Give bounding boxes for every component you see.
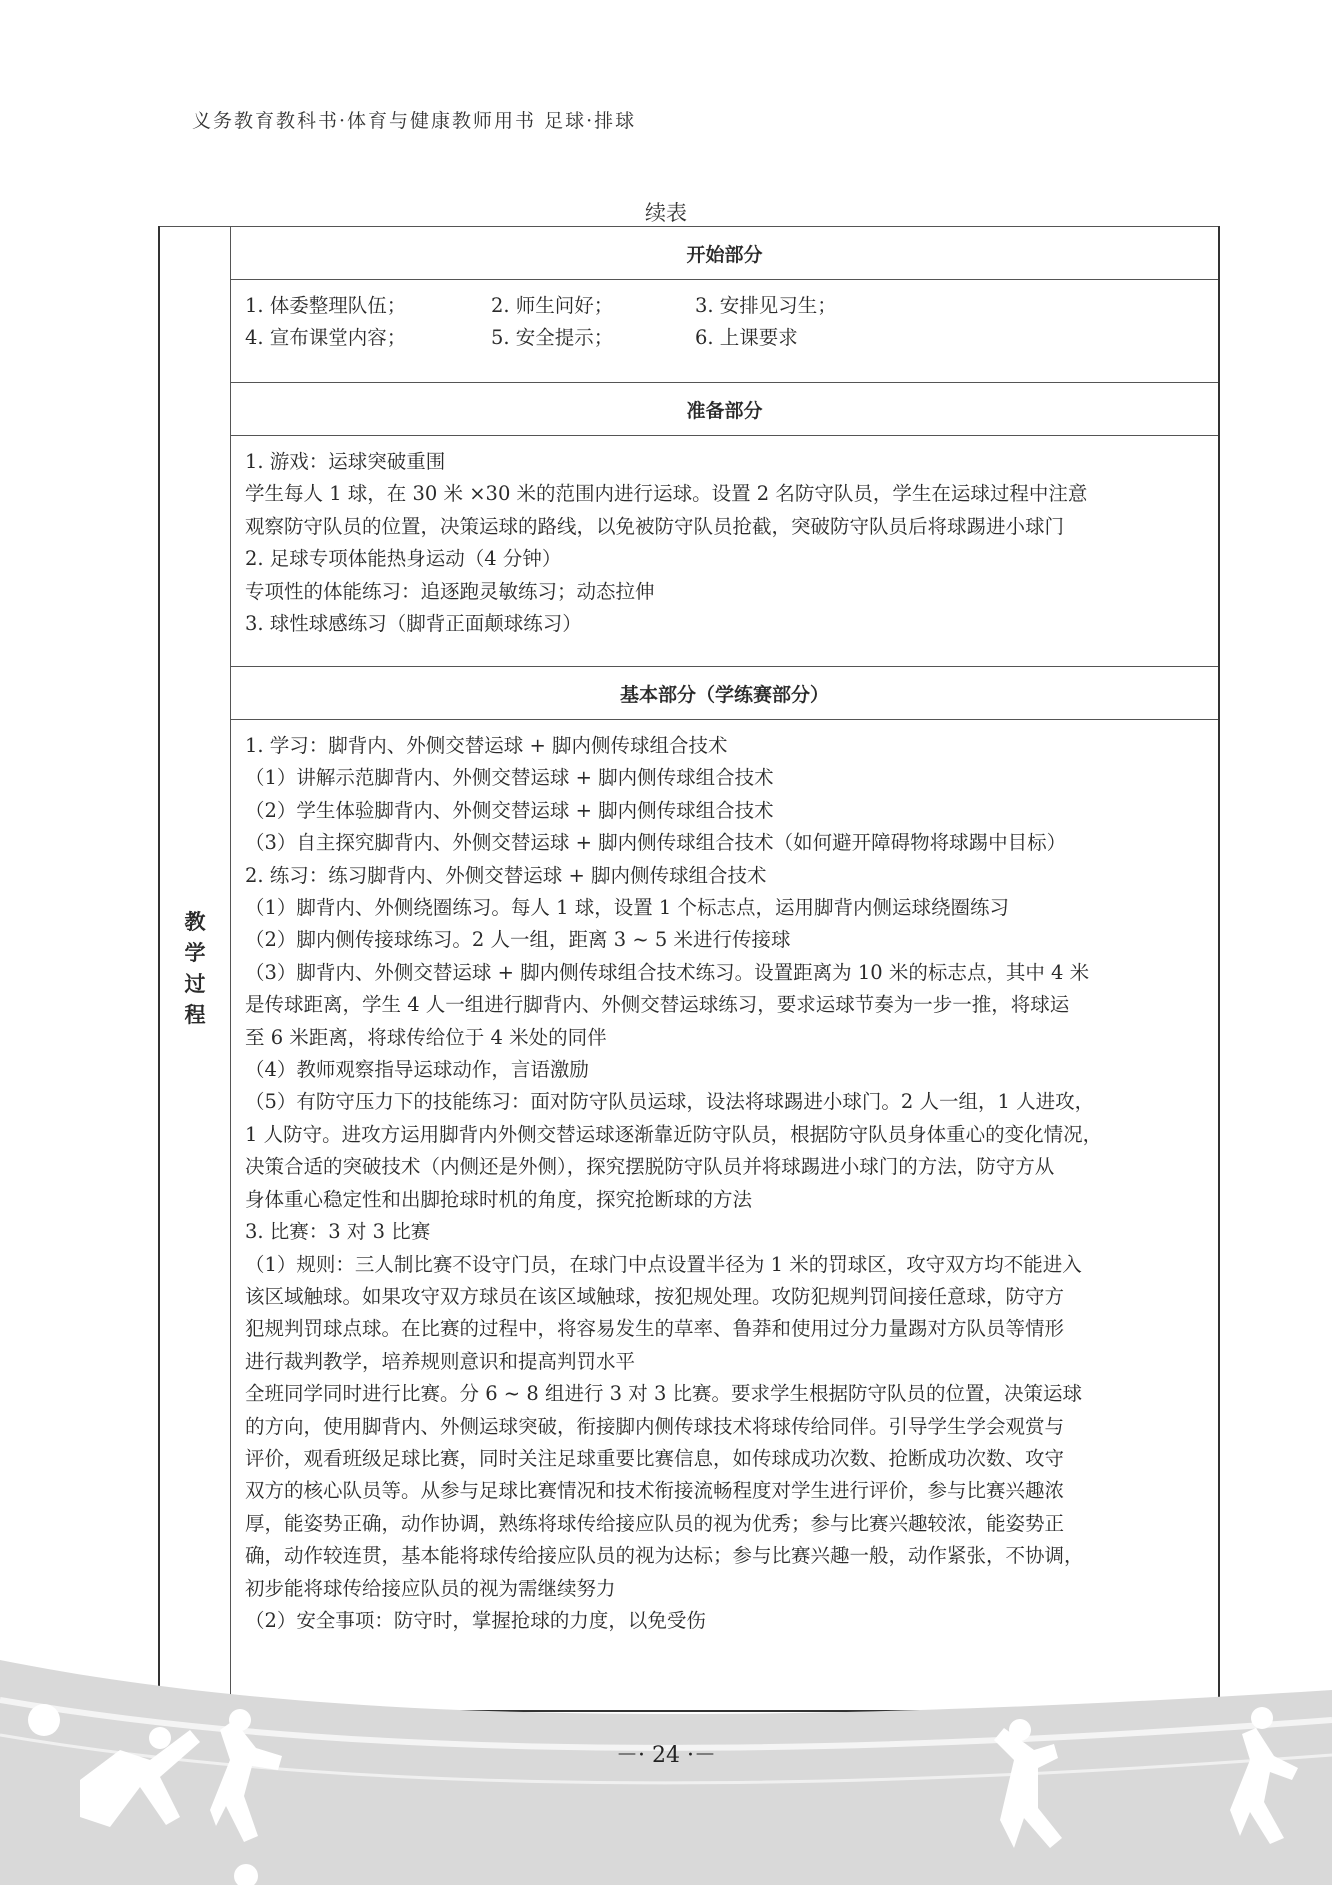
basic-line: （2）学生体验脚背内、外侧交替运球 + 脚内侧传球组合技术 (245, 798, 774, 822)
basic-line: 厚，能姿势正确，动作协调，熟练将球传给接应队员的视为优秀；参与比赛兴趣较浓，能姿势正 (245, 1511, 1065, 1535)
basic-line: 1 人防守。进攻方运用脚背内外侧交替运球逐渐靠近防守队员，根据防守队员身体重心的变化情况， (245, 1122, 1103, 1146)
start-item: 4. 宣布课堂内容； (245, 326, 407, 350)
basic-line: （2）脚内侧传接球练习。2 人一组，距离 3 ~ 5 米进行传接球 (245, 928, 791, 952)
basic-line: （2）安全事项：防守时，掌握抢球的力度，以免受伤 (245, 1608, 706, 1632)
basic-line: 的方向，使用脚背内、外侧运球突破，衔接脚内侧传球技术将球传给同伴。引导学生学会观赏与 (245, 1414, 1065, 1438)
section-title-prep: 准备部分 (231, 383, 1220, 436)
prep-line: 学生每人 1 球，在 30 米 ×30 米的范围内进行运球。设置 2 名防守队员，学生在运球过程中注意 (245, 482, 1088, 506)
basic-line: 1. 学习：脚背内、外侧交替运球 + 脚内侧传球组合技术 (245, 734, 728, 757)
running-header: 义务教育教科书·体育与健康教师用书 足球·排球 (192, 110, 637, 132)
ball-icon (28, 1704, 60, 1736)
basic-line: 进行裁判教学，培养规则意识和提高判罚水平 (245, 1349, 636, 1373)
prep-lines (245, 446, 1204, 640)
basic-line: （4）教师观察指导运球动作，言语激励 (245, 1058, 589, 1082)
basic-line: 决策合适的突破技术（内侧还是外侧），探究摆脱防守队员并将球踢进小球门的方法，防守方从 (245, 1155, 1055, 1179)
section-body-basic (231, 720, 1220, 1712)
prep-line: 3. 球性球感练习（脚背正面颠球练习） (245, 612, 582, 636)
section-body-start (231, 280, 1220, 383)
basic-line: 全班同学同时进行比赛。分 6 ~ 8 组进行 3 对 3 比赛。要求学生根据防守队员的位置，决策运球 (245, 1382, 1083, 1406)
player-head (1251, 1707, 1273, 1729)
basic-line: 评价，观看班级足球比赛，同时关注足球重要比赛信息，如传球成功次数、抢断成功次数、攻守 (245, 1446, 1065, 1470)
page-number: －· 24 ·－ (616, 1743, 716, 1768)
basic-line: 确，动作较连贯，基本能将球传给接应队员的视为达标；参与比赛兴趣一般，动作紧张，不协调， (245, 1544, 1084, 1568)
basic-line: （5）有防守压力下的技能练习：面对防守队员运球，设法将球踢进小球门。2 人一组，1 人进攻， (245, 1090, 1095, 1114)
basic-line: 初步能将球传给接应队员的视为需继续努力 (245, 1576, 616, 1600)
basic-line: 双方的核心队员等。从参与足球比赛情况和技术衔接流畅程度对学生进行评价，参与比赛兴趣浓 (245, 1479, 1065, 1503)
basic-line: 3. 比赛：3 对 3 比赛 (245, 1220, 431, 1244)
basic-line: （1）讲解示范脚背内、外侧交替运球 + 脚内侧传球组合技术 (245, 766, 774, 790)
basic-line: 至 6 米距离，将球传给位于 4 米处的同伴 (245, 1025, 607, 1049)
footer-band-shape (0, 1660, 1332, 1885)
side-label: 教学过程 (184, 909, 206, 1027)
section-body-prep (231, 436, 1220, 667)
basic-line: 身体重心稳定性和出脚抢球时机的角度，探究抢断球的方法 (245, 1187, 753, 1211)
player-head (229, 1709, 251, 1731)
basic-line: 该区域触球。如果攻守双方球员在该区域触球，按犯规处理。攻防犯规判罚间接任意球，防守方 (245, 1284, 1065, 1308)
start-item: 5. 安全提示； (491, 326, 614, 350)
basic-line: （1）规则：三人制比赛不设守门员，在球门中点设置半径为 1 米的罚球区，攻守双方均不能进入 (245, 1252, 1082, 1276)
start-item: 1. 体委整理队伍； (245, 294, 407, 317)
lesson-table (158, 226, 1220, 1712)
start-items-grid (245, 290, 1204, 355)
start-item: 2. 师生问好； (491, 294, 614, 317)
table-caption: 续表 (645, 201, 687, 225)
basic-lines (245, 730, 1204, 1637)
basic-line: 2. 练习：练习脚背内、外侧交替运球 + 脚内侧传球组合技术 (245, 863, 767, 887)
section-title-basic: 基本部分（学练赛部分） (231, 667, 1220, 720)
footer-decoration (0, 1660, 1332, 1885)
start-item: 3. 安排见习生； (695, 294, 837, 317)
basic-line: （3）脚背内、外侧交替运球 + 脚内侧传球组合技术练习。设置距离为 10 米的标志点，其中 4 米 (245, 960, 1090, 984)
prep-line: 专项性的体能练习：追逐跑灵敏练习；动态拉伸 (245, 579, 655, 603)
prep-line: 2. 足球专项体能热身运动（4 分钟） (245, 547, 562, 571)
prep-line: 1. 游戏：运球突破重围 (245, 450, 446, 473)
side-column (159, 227, 231, 1712)
basic-line: （1）脚背内、外侧绕圈练习。每人 1 球，设置 1 个标志点，运用脚背内侧运球绕圈练习 (245, 896, 1010, 920)
prep-line: 观察防守队员的位置，决策运球的路线，以免被防守队员抢截，突破防守队员后将球踢进小球门 (245, 514, 1065, 538)
basic-line: （3）自主探究脚背内、外侧交替运球 + 脚内侧传球组合技术（如何避开障碍物将球踢中目标） (245, 831, 1067, 855)
start-item: 6. 上课要求 (695, 326, 798, 350)
section-title-start: 开始部分 (231, 227, 1220, 280)
basic-line: 犯规判罚球点球。在比赛的过程中，将容易发生的草率、鲁莽和使用过分力量踢对方队员等情形 (245, 1317, 1065, 1341)
basic-line: 是传球距离，学生 4 人一组进行脚背内、外侧交替运球练习，要求运球节奏为一步一推，将球运 (245, 993, 1070, 1017)
